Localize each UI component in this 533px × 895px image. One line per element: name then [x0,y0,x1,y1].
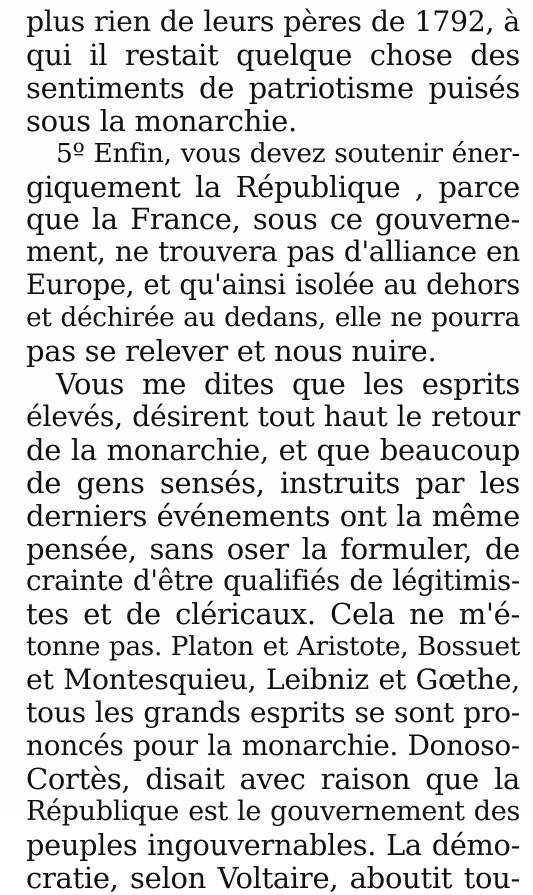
text-line: sentiments de patriotisme puisés [26,70,520,105]
text-line: cratie, selon Voltaire, aboutit tou- [26,860,520,895]
text-line: crainte d'être qualifiés de légitimis- [26,564,520,598]
text-line: élevés, désirent tout haut le retour [26,399,520,433]
text-line: noncés pour la monarchie. Donoso- [26,728,520,762]
text-line: que la France, sous ce gouverne- [26,202,520,237]
text-line: et déchirée au dedans, elle ne pourra [26,303,520,334]
text-line: derniers événements ont la même [26,498,520,533]
text-line: tes et de cléricaux. Cela ne m'é- [26,597,520,632]
text-line: et Montesquieu, Leibniz et Gœthe, [26,663,520,697]
text-line: Vous me dites que les esprits [56,366,520,401]
text-line: giquement la République , parce [26,169,520,204]
text-line: peuples ingouvernables. La démo- [26,827,520,862]
text-line: de gens sensés, instruits par les [26,465,520,500]
text-line: Europe, et qu'ainsi isolée au dehors [26,268,520,302]
text-line: tonne pas. Platon et Aristote, Bossuet [26,632,520,663]
text-line: tous les grands esprits se sont pro- [26,696,520,730]
text-line: plus rien de leurs pères de 1792, à [26,5,520,38]
text-line: qui il restait quelque chose des [26,37,520,72]
text-line: pensée, sans oser la formuler, de [26,531,520,566]
text-line: Cortès, disait avec raison que la [26,761,520,796]
body-text [26,6,520,894]
text-line: République est le gouvernement des [26,795,520,827]
text-line: 5º Enfin, vous devez soutenir éner- [56,137,520,169]
text-line: ment, ne trouvera pas d'alliance en [26,235,520,269]
text-line: sous la monarchie. [26,103,297,138]
text-line: pas se relever et nous nuire. [26,334,437,369]
text-line: de la monarchie, et que beaucoup [26,432,520,467]
